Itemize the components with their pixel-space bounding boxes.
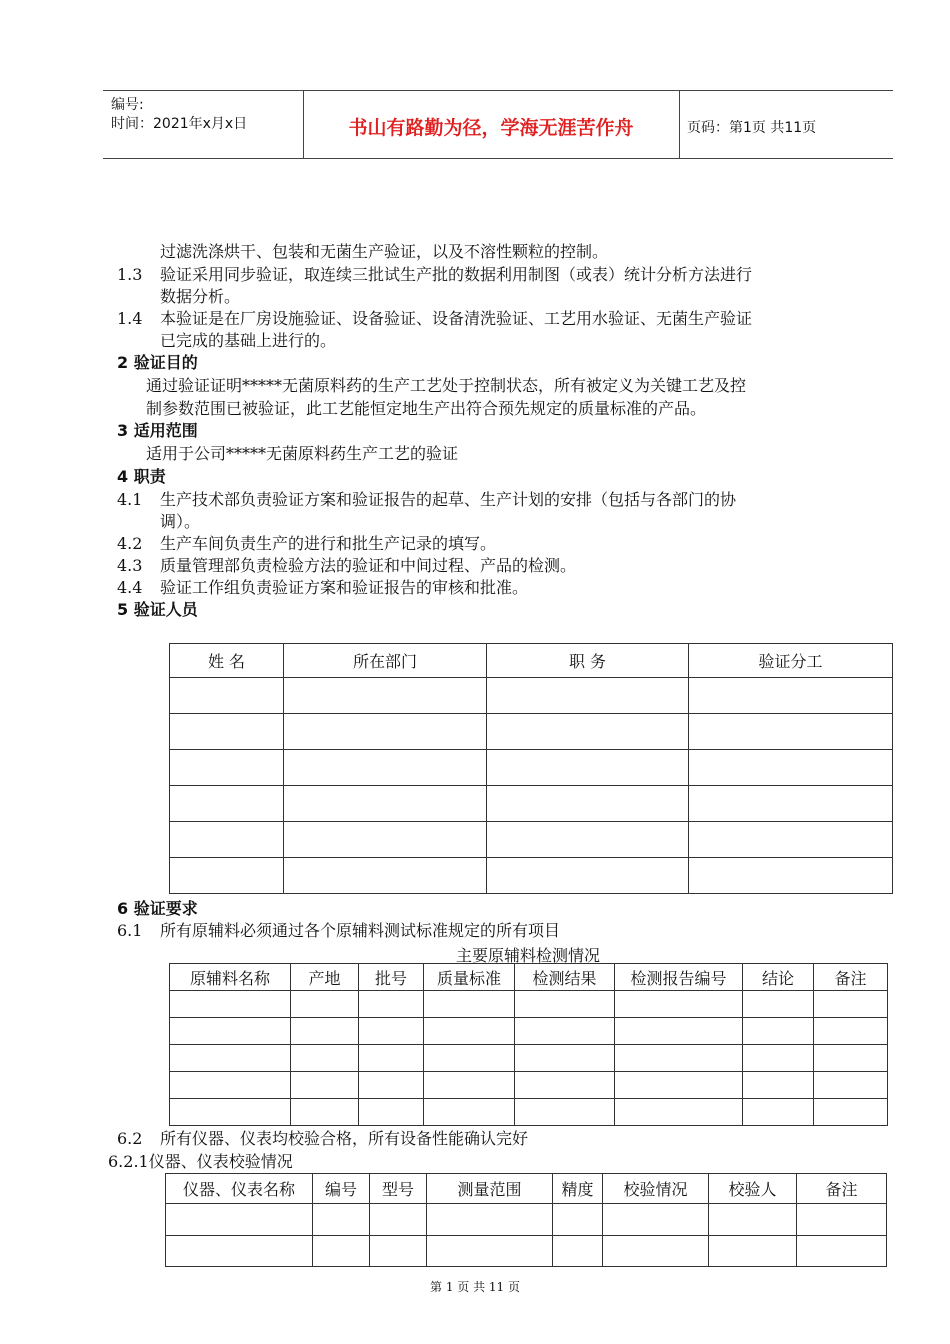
- document-time-label: 时间：2021年x月x日: [111, 116, 248, 132]
- table-cell: [170, 1045, 291, 1072]
- table-cell: [814, 1045, 888, 1072]
- column-header: 精度: [553, 1174, 603, 1204]
- section-number: 1.4: [117, 309, 143, 328]
- table-cell: [424, 1018, 515, 1045]
- text-line: 过滤洗涤烘干、包装和无菌生产验证，以及不溶性颗粒的控制。: [160, 242, 609, 261]
- text-line: 本验证是在厂房设施验证、设备验证、设备清洗验证、工艺用水验证、无菌生产验证: [160, 309, 753, 328]
- column-header: 批号: [359, 964, 424, 991]
- table-row: [170, 822, 893, 858]
- table-cell: [603, 1236, 709, 1267]
- table-cell: [170, 678, 284, 714]
- column-header: 原辅料名称: [170, 964, 291, 991]
- section-heading: 4 职责: [117, 467, 166, 486]
- column-header: 备注: [797, 1174, 887, 1204]
- section-number: 4.4: [117, 578, 143, 597]
- table-header-row: [170, 644, 893, 678]
- section-heading: 2 验证目的: [117, 353, 198, 372]
- column-header: 备注: [814, 964, 888, 991]
- table-cell: [689, 678, 893, 714]
- table-cell: [424, 1099, 515, 1126]
- table-cell: [170, 822, 284, 858]
- personnel-table: [169, 643, 893, 894]
- text-line: 调）。: [160, 512, 201, 531]
- table-cell: [487, 786, 689, 822]
- page-header: [103, 90, 893, 159]
- table-row: [170, 1018, 888, 1045]
- materials-table: [169, 963, 888, 1126]
- table-cell: [170, 991, 291, 1018]
- table-cell: [291, 991, 359, 1018]
- table-cell: [743, 1072, 814, 1099]
- instruments-table: [165, 1173, 887, 1267]
- table-cell: [166, 1204, 313, 1236]
- table-cell: [284, 822, 487, 858]
- table-cell: [424, 1045, 515, 1072]
- table-cell: [359, 1018, 424, 1045]
- column-header: 质量标准: [424, 964, 515, 991]
- table-cell: [487, 750, 689, 786]
- table-cell: [291, 1099, 359, 1126]
- table-cell: [170, 750, 284, 786]
- table-cell: [615, 1099, 743, 1126]
- table-cell: [291, 1045, 359, 1072]
- page-footer: 第 1 页 共 11 页: [430, 1280, 520, 1294]
- table-cell: [515, 1099, 615, 1126]
- table-cell: [487, 714, 689, 750]
- text-line: 所有原辅料必须通过各个原辅料测试标准规定的所有项目: [160, 921, 561, 940]
- table-cell: [487, 822, 689, 858]
- table-row: [170, 1099, 888, 1126]
- table-cell: [166, 1236, 313, 1267]
- section-heading: 3 适用范围: [117, 421, 198, 440]
- text-line: 所有仪器、仪表均校验合格，所有设备性能确认完好: [160, 1129, 529, 1148]
- table-row: [170, 786, 893, 822]
- table-cell: [170, 786, 284, 822]
- table-cell: [743, 1045, 814, 1072]
- table-cell: [709, 1204, 797, 1236]
- table-cell: [284, 750, 487, 786]
- text-line: 适用于公司*****无菌原料药生产工艺的验证: [146, 444, 459, 463]
- column-header: 姓 名: [170, 644, 284, 678]
- table-cell: [515, 991, 615, 1018]
- column-header: 仪器、仪表名称: [166, 1174, 313, 1204]
- table-cell: [615, 1072, 743, 1099]
- table-row: [166, 1204, 887, 1236]
- section-number: 1.3: [117, 265, 143, 284]
- table-row: [170, 1045, 888, 1072]
- column-header: 测量范围: [427, 1174, 553, 1204]
- text-line: 制参数范围已被验证，此工艺能恒定地生产出符合预先规定的质量标准的产品。: [146, 399, 707, 418]
- table-cell: [814, 1072, 888, 1099]
- column-header: 产地: [291, 964, 359, 991]
- table-cell: [487, 678, 689, 714]
- table-cell: [814, 1018, 888, 1045]
- table-cell: [291, 1018, 359, 1045]
- table-cell: [553, 1204, 603, 1236]
- table-cell: [370, 1236, 427, 1267]
- table-cell: [170, 714, 284, 750]
- text-line: 验证采用同步验证，取连续三批试生产批的数据利用制图（或表）统计分析方法进行: [160, 265, 753, 284]
- table-cell: [689, 750, 893, 786]
- table-cell: [170, 1018, 291, 1045]
- table-cell: [284, 786, 487, 822]
- table-cell: [515, 1018, 615, 1045]
- section-number: 4.3: [117, 556, 143, 575]
- table-cell: [427, 1204, 553, 1236]
- table-cell: [427, 1236, 553, 1267]
- table-cell: [370, 1204, 427, 1236]
- text-line: 质量管理部负责检验方法的验证和中间过程、产品的检测。: [160, 556, 577, 575]
- table-cell: [359, 1099, 424, 1126]
- table-row: [170, 991, 888, 1018]
- table-cell: [743, 1018, 814, 1045]
- table-cell: [797, 1204, 887, 1236]
- table-caption: 主要原辅料检测情况: [455, 946, 600, 965]
- table-cell: [797, 1236, 887, 1267]
- text-line: 生产技术部负责验证方案和验证报告的起草、生产计划的安排（包括与各部门的协: [160, 490, 737, 509]
- table-cell: [313, 1204, 370, 1236]
- section-number: 4.2: [117, 534, 143, 553]
- table-cell: [291, 1072, 359, 1099]
- table-header-row: [170, 964, 888, 991]
- column-header: 校验情况: [603, 1174, 709, 1204]
- table-cell: [615, 1045, 743, 1072]
- column-header: 检测结果: [515, 964, 615, 991]
- column-header: 结论: [743, 964, 814, 991]
- table-cell: [743, 991, 814, 1018]
- table-row: [170, 858, 893, 894]
- table-cell: [170, 1099, 291, 1126]
- table-row: [170, 714, 893, 750]
- table-cell: [553, 1236, 603, 1267]
- table-cell: [284, 714, 487, 750]
- table-cell: [615, 991, 743, 1018]
- section-number: 4.1: [117, 490, 143, 509]
- text-line: 通过验证证明*****无菌原料药的生产工艺处于控制状态，所有被定义为关键工艺及控: [146, 376, 747, 395]
- table-cell: [284, 678, 487, 714]
- column-header: 型号: [370, 1174, 427, 1204]
- table-cell: [689, 822, 893, 858]
- table-cell: [743, 1099, 814, 1126]
- column-header: 所在部门: [284, 644, 487, 678]
- table-cell: [603, 1204, 709, 1236]
- column-header: 职 务: [487, 644, 689, 678]
- text-line: 生产车间负责生产的进行和批生产记录的填写。: [160, 534, 497, 553]
- table-cell: [615, 1018, 743, 1045]
- table-cell: [424, 991, 515, 1018]
- table-cell: [359, 991, 424, 1018]
- table-row: [166, 1236, 887, 1267]
- text-line: 数据分析。: [160, 287, 241, 306]
- table-cell: [424, 1072, 515, 1099]
- text-line: 验证工作组负责验证方案和验证报告的审核和批准。: [160, 578, 529, 597]
- table-row: [170, 750, 893, 786]
- table-cell: [313, 1236, 370, 1267]
- table-header-row: [166, 1174, 887, 1204]
- table-cell: [359, 1045, 424, 1072]
- table-cell: [689, 858, 893, 894]
- table-cell: [689, 786, 893, 822]
- table-cell: [170, 1072, 291, 1099]
- table-cell: [814, 1099, 888, 1126]
- table-row: [170, 1072, 888, 1099]
- header-motto: 书山有路勤为径，学海无涯苦作舟: [348, 117, 634, 139]
- table-cell: [515, 1072, 615, 1099]
- table-cell: [689, 714, 893, 750]
- table-cell: [170, 858, 284, 894]
- text-line: 已完成的基础上进行的。: [160, 331, 337, 350]
- column-header: 编号: [313, 1174, 370, 1204]
- document-number-label: 编号:: [111, 97, 144, 113]
- table-cell: [814, 991, 888, 1018]
- section-heading: 6 验证要求: [117, 899, 198, 918]
- section-number: 6.1: [117, 921, 143, 940]
- table-row: [170, 678, 893, 714]
- table-cell: [284, 858, 487, 894]
- header-page-info: 页码：第1页 共11页: [687, 120, 817, 136]
- header-divider: [679, 91, 680, 158]
- section-number: 6.2: [117, 1129, 143, 1148]
- table-cell: [515, 1045, 615, 1072]
- column-header: 检测报告编号: [615, 964, 743, 991]
- text-line: 6.2.1仪器、仪表校验情况: [108, 1152, 293, 1171]
- section-heading: 5 验证人员: [117, 600, 198, 619]
- column-header: 验证分工: [689, 644, 893, 678]
- table-cell: [359, 1072, 424, 1099]
- table-cell: [487, 858, 689, 894]
- column-header: 校验人: [709, 1174, 797, 1204]
- table-cell: [709, 1236, 797, 1267]
